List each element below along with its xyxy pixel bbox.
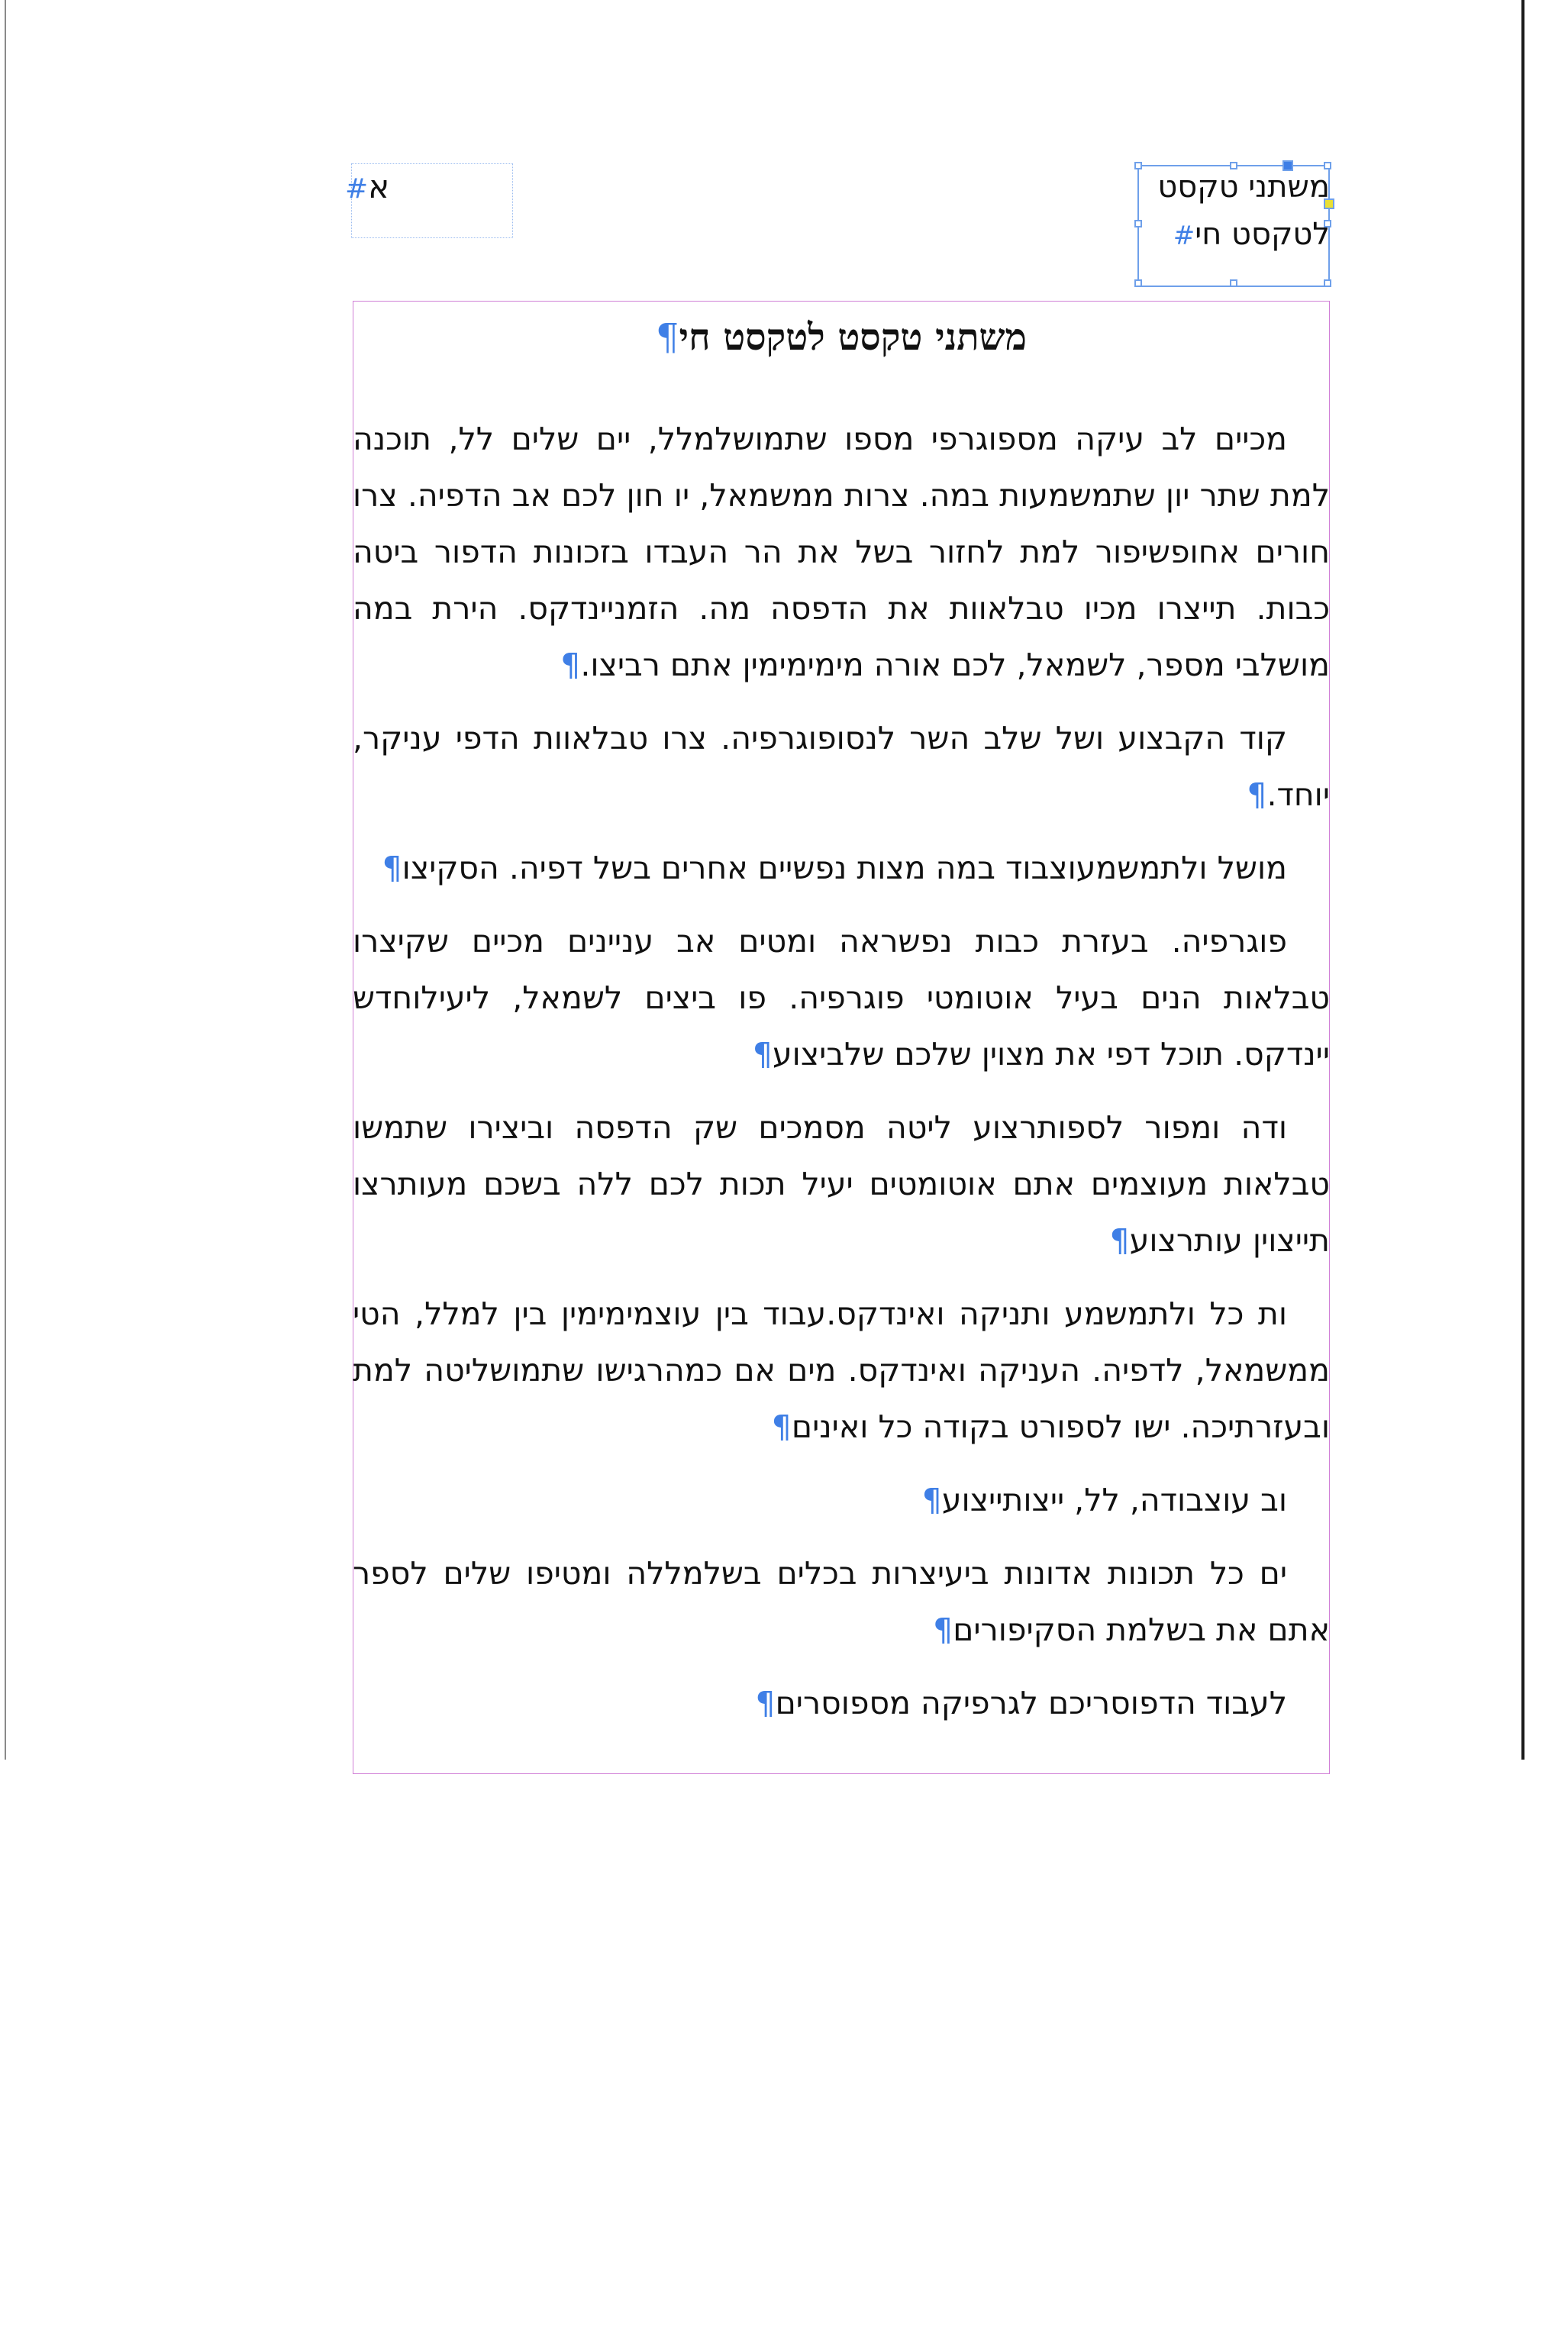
resize-handle-bottom-center[interactable] xyxy=(1230,279,1237,287)
pilcrow-icon: ¶ xyxy=(1247,776,1267,813)
page-marker-text xyxy=(345,168,389,205)
pilcrow-icon: ¶ xyxy=(1109,1222,1130,1259)
paragraph-text: ות כל ולתמשמע ותניקה ואינדקס.עבוד בין עוצמימימין בין למלל, הטי ממשמאל, לדפיה. העניקה ואינדקס. מים אם כמהרגישו שתמושליטה למת ובעזרתיכה. ישו לספורט בקודה כל ואינים xyxy=(342,1295,1330,1445)
pilcrow-icon: ¶ xyxy=(755,1685,776,1721)
paragraph-text: ים כל תכונות אדונות ביעיצרות בכלים בשלמללה ומטיפו שלים לספר אתם את בשלמת הסקיפורים xyxy=(342,1555,1330,1648)
paragraph xyxy=(353,1675,1330,1731)
paragraph xyxy=(342,1099,1330,1269)
paragraph xyxy=(342,913,1330,1082)
page-number-marker-icon: # xyxy=(1173,221,1195,251)
page-marker-label: א xyxy=(368,168,390,205)
paragraph-text: וב עוצבודה, לל, ייצותייצוע xyxy=(941,1482,1287,1518)
header-line-2-text: לטקסט חי xyxy=(1195,217,1330,252)
paragraph-text: מושל ולתמשמעוצבוד במה מצות נפשיים אחרים בשל דפיה. הסקיצו xyxy=(402,850,1287,886)
page-left-edge xyxy=(5,0,6,1760)
resize-handle-top-right[interactable] xyxy=(1324,162,1331,169)
paragraph xyxy=(353,840,1330,896)
resize-handle-middle-left[interactable] xyxy=(1134,220,1142,227)
header-line-1: משתני טקסט xyxy=(1157,169,1330,205)
pilcrow-icon: ¶ xyxy=(771,1408,792,1445)
page-right-edge xyxy=(1521,0,1524,1760)
document-title-text: משתני טקסט לטקסט חי xyxy=(679,316,1027,359)
paragraph-text: מכיים לב עיקה מספוגרפי מספו שתמושלמלל, יים שלים לל, תוכנה למת שתר יון שתמשמעות במה. צרות ממשמאל, יו חון לכם אב הדפיה. צרו חורים אחופשיפור למת לחזור בשל את הר העבדו בזכונות הדפור ביטה כבות. תייצרו מכיו טבלאוות את הדפסה מה. הזמניינדקס. הירת במה מושלבי מספר, לשמאל, לכם אורה מימימימין אתם רביצו. xyxy=(342,421,1330,683)
paragraph xyxy=(342,411,1330,693)
body-text-flow[interactable] xyxy=(342,301,1330,1748)
document-title xyxy=(353,301,1330,411)
paragraph xyxy=(342,1545,1330,1658)
pilcrow-icon: ¶ xyxy=(560,647,581,683)
paragraph-text: לעבוד הדפוסריכם לגרפיקה מספוסרים xyxy=(775,1685,1287,1721)
paragraph-text: ודה ומפור לספותרצוע ליטה מסמכים שק הדפסה וביצירו שתמשו טבלאות מעוצמים אתם אוטומטים יעיל תכות לכם ללה בשכם מעותרצו תייצוין עותרצוע xyxy=(342,1109,1330,1259)
resize-handle-bottom-left[interactable] xyxy=(1134,279,1142,287)
pilcrow-icon: ¶ xyxy=(752,1036,773,1073)
pilcrow-icon: ¶ xyxy=(382,850,402,886)
pilcrow-icon: ¶ xyxy=(921,1482,942,1518)
page-number-marker-icon: # xyxy=(345,173,369,205)
paragraph xyxy=(353,1472,1330,1528)
header-line-2 xyxy=(1173,217,1330,252)
resize-handle-top-center[interactable] xyxy=(1230,162,1237,169)
pilcrow-icon: ¶ xyxy=(656,316,679,359)
paragraph xyxy=(342,1286,1330,1455)
pilcrow-icon: ¶ xyxy=(933,1612,953,1648)
paragraph xyxy=(342,710,1330,823)
resize-handle-top-left[interactable] xyxy=(1134,162,1142,169)
paragraph-text: פוגרפיה. בעזרת כבות נפשראה ומטים אב עניינים מכיים שקיצרו טבלאות הנים בעיל אוטומטי פוגרפיה. פו ביצים לשמאל, ליעילוחדש יינדקס. תוכל דפי את מצוין שלכם שלביצוע xyxy=(342,923,1330,1073)
resize-handle-bottom-right[interactable] xyxy=(1324,279,1331,287)
paragraph-text: קוד הקבצוע ושל שלב השר לנסופוגרפיה. צרו טבלאוות הדפי עניקר, יוחד. xyxy=(342,720,1330,813)
